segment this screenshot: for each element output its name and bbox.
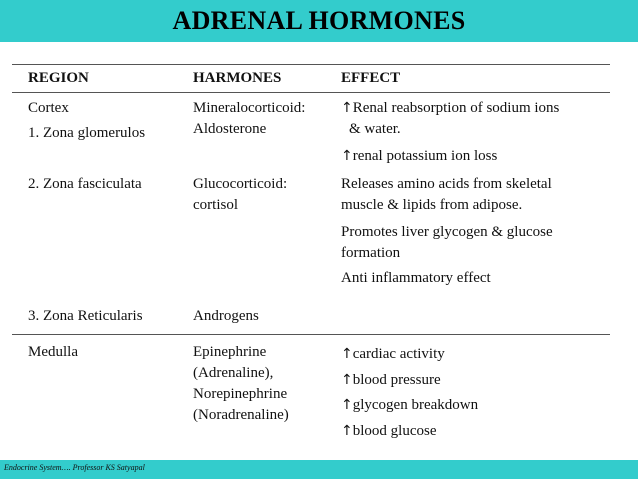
region-cortex-label: Cortex bbox=[28, 100, 69, 116]
header-hormones: HARMONES bbox=[193, 70, 282, 86]
effect-fasciculata-2 bbox=[341, 222, 553, 264]
section-rule bbox=[12, 334, 610, 335]
effect-fasciculata-1 bbox=[341, 174, 552, 216]
up-arrow-icon: ↑ bbox=[341, 100, 353, 116]
hormone-cortisol-label: cortisol bbox=[193, 197, 238, 213]
effect-blood-glucose: blood glucose bbox=[352, 422, 437, 439]
up-arrow-icon: ↑ bbox=[341, 346, 353, 362]
up-arrow-icon: ↑ bbox=[341, 148, 353, 164]
effect-glomerulosa-2 bbox=[341, 146, 497, 167]
up-arrow-icon: ↑ bbox=[341, 397, 353, 413]
header-region: REGION bbox=[28, 70, 89, 86]
effect-potassium: renal potassium ion loss bbox=[352, 148, 498, 164]
region-cortex bbox=[28, 98, 145, 144]
effect-glomerulosa-1 bbox=[341, 98, 559, 140]
hormone-norepinephrine: Norepinephrine bbox=[193, 386, 288, 402]
effect-glycogen-line2: formation bbox=[341, 245, 401, 261]
header-effect: EFFECT bbox=[341, 70, 401, 86]
hormone-epinephrine: Epinephrine bbox=[193, 344, 267, 360]
up-arrow-icon: ↑ bbox=[341, 371, 353, 388]
hormone-mineralocorticoid-label: Mineralocorticoid: bbox=[193, 100, 306, 116]
region-medulla: Medulla bbox=[28, 344, 78, 360]
region-fasciculata: 2. Zona fasciculata bbox=[28, 176, 142, 192]
footer-banner bbox=[0, 460, 638, 479]
region-reticularis: 3. Zona Reticularis bbox=[28, 308, 143, 324]
hormone-adrenaline: (Adrenaline), bbox=[193, 365, 274, 381]
region-glomerulosa-label: 1. Zona glomerulos bbox=[28, 125, 146, 141]
effect-sodium-line2: & water. bbox=[349, 121, 401, 137]
title-banner bbox=[0, 0, 638, 42]
effect-cardiac: cardiac activity bbox=[352, 346, 445, 362]
effect-medulla bbox=[341, 342, 478, 444]
hormone-catecholamines bbox=[193, 342, 289, 426]
hormone-mineralocorticoid bbox=[193, 98, 305, 140]
hormone-glucocorticoid-label: Glucocorticoid: bbox=[193, 176, 288, 192]
footer-credit: Endocrine System…. Professor KS Satyapal bbox=[4, 463, 145, 472]
effect-amino-line1: Releases amino acids from skeletal bbox=[341, 176, 552, 192]
effect-sodium-line1: Renal reabsorption of sodium ions bbox=[352, 100, 560, 116]
effect-amino-line2: muscle & lipids from adipose. bbox=[341, 197, 523, 213]
header-rule bbox=[12, 92, 610, 93]
hormone-aldosterone-label: Aldosterone bbox=[193, 121, 267, 137]
page-title: ADRENAL HORMONES bbox=[172, 6, 466, 35]
effect-glycogen-line1: Promotes liver glycogen & glucose bbox=[341, 224, 553, 240]
effect-glycogen-breakdown: glycogen breakdown bbox=[352, 397, 479, 413]
hormone-noradrenaline: (Noradrenaline) bbox=[193, 407, 289, 423]
hormone-androgens: Androgens bbox=[193, 308, 259, 324]
table-top-rule bbox=[12, 64, 610, 65]
hormone-glucocorticoid bbox=[193, 174, 287, 216]
effect-anti-inflammatory: Anti inflammatory effect bbox=[341, 270, 491, 286]
effect-blood-pressure: blood pressure bbox=[352, 371, 441, 388]
up-arrow-icon: ↑ bbox=[341, 422, 353, 439]
